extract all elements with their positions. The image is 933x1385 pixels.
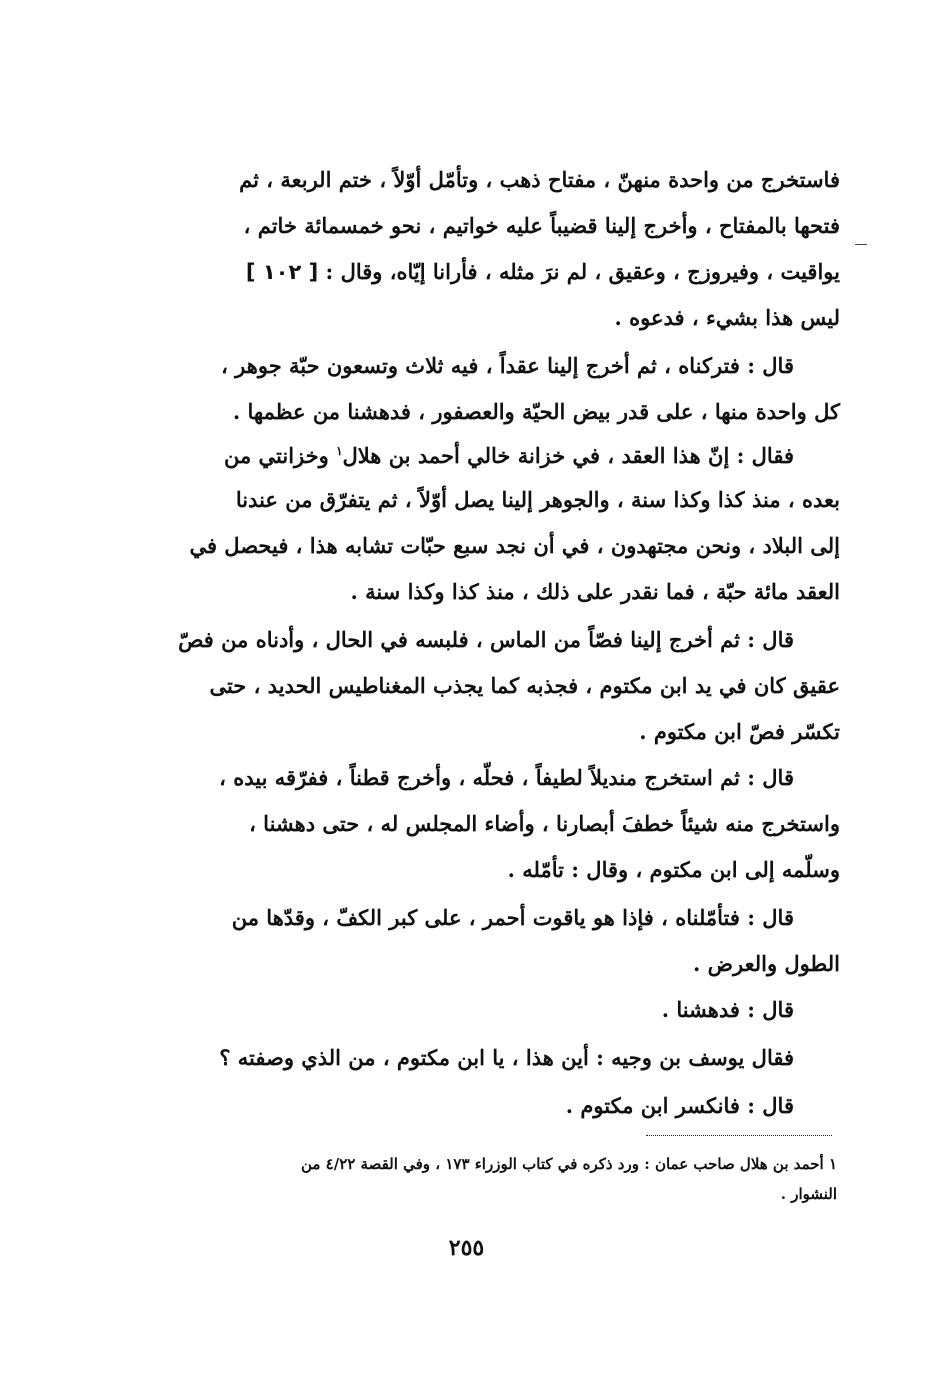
text-line: تكسّر فصّ ابن مكتوم . xyxy=(639,719,840,744)
text-line xyxy=(150,444,794,468)
text-line: فقال يوسف بن وجيه : أين هذا ، يا ابن مكتوم ، من الذي وصفته ؟ xyxy=(219,1045,794,1070)
text-line: قال : ثم أخرج إلينا فصّاً من الماس ، فلبسه في الحال ، وأدناه من فصّ xyxy=(178,627,794,652)
footnote-separator xyxy=(646,1135,832,1136)
footnote-line: النشوار . xyxy=(780,1185,837,1203)
text-line: عقيق كان في يد ابن مكتوم ، فجذبه كما يجذب المغناطيس الحديد ، حتى xyxy=(209,673,840,698)
text-line: قال : ثم استخرج منديلاً لطيفاً ، فحلّه ، وأخرج قطناً ، ففرّقه بيده ، xyxy=(219,765,794,790)
text-line: قال : فتأمّلناه ، فإذا هو ياقوت أحمر ، على كبر الكفّ ، وقدّها من xyxy=(231,905,794,930)
text-line: إلى البلاد ، ونحن مجتهدون ، في أن نجد سبع حبّات تشابه هذا ، فيحصل في xyxy=(189,533,840,558)
text-line: واستخرج منه شيئاً خطفَ أبصارنا ، وأضاء المجلس له ، حتى دهشنا ، xyxy=(249,811,840,836)
text-line: العقد مائة حبّة ، فما نقدر على ذلك ، منذ كذا وكذا سنة . xyxy=(350,579,840,604)
text-line-content: فقال : إنّ هذا العقد ، في خزانة خالي أحمد بن هلال xyxy=(342,443,794,468)
text-line xyxy=(150,260,840,284)
text-line: الطول والعرض . xyxy=(693,951,840,976)
text-line-content: وخزانتي من xyxy=(223,443,329,468)
text-line: قال : فدهشنا . xyxy=(661,997,794,1022)
margin-mark xyxy=(855,244,867,245)
text-line: ليس هذا بشيء ، فدعوه . xyxy=(614,305,840,330)
page-number: ٢٥٥ xyxy=(448,1235,485,1261)
text-line: بعده ، منذ كذا وكذا سنة ، والجوهر إلينا يصل أوّلاً ، ثم يتفرّق من عندنا xyxy=(235,487,840,512)
footnote-marker: ١ xyxy=(336,444,343,458)
text-line: كل واحدة منها ، على قدر بيض الحيّة والعصفور ، فدهشنا من عظمها . xyxy=(232,399,840,424)
text-line: فتحها بالمفتاح ، وأخرج إلينا قضيباً عليه خواتيم ، نحو خمسمائة خاتم ، xyxy=(243,213,840,238)
text-line-content: يواقيت ، وفيروزج ، وعقيق ، لم نرَ مثله ، فأرانا إيّاه، وقال : xyxy=(325,259,840,284)
footnote-line: ١ أحمد بن هلال صاحب عمان : ورد ذكره في كتاب الوزراء ١٧٣ ، وفي القصة ٤/٢٢ من xyxy=(300,1155,837,1173)
page-reference: [ ١٠٢ ] xyxy=(245,260,319,284)
text-line: قال : فتركناه ، ثم أخرج إلينا عقداً ، فيه ثلاث وتسعون حبّة جوهر ، xyxy=(221,353,794,378)
text-line: قال : فانكسر ابن مكتوم . xyxy=(565,1093,794,1118)
text-line: وسلّمه إلى ابن مكتوم ، وقال : تأمّله . xyxy=(507,857,840,882)
text-line: فاستخرج من واحدة منهنّ ، مفتاح ذهب ، وتأمّل أوّلاً ، ختم الربعة ، ثم xyxy=(239,167,840,192)
